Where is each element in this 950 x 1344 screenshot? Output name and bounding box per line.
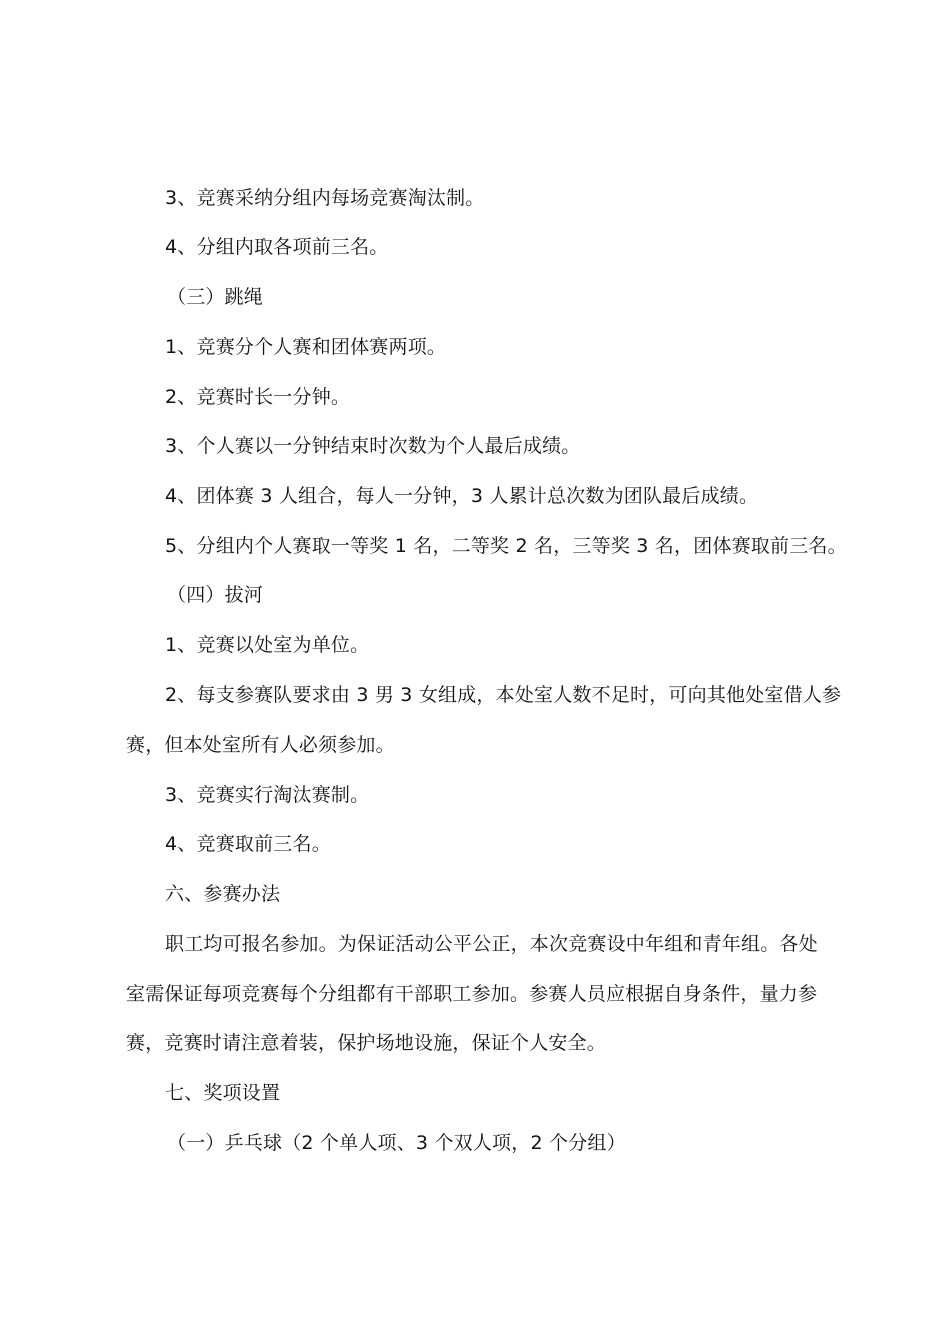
paragraph-line: 3、竞赛实行淘汰赛制。 [165,784,370,806]
section-heading: （一）乒乓球（2 个单人项、3 个双人项，2 个分组） [167,1132,626,1154]
section-heading: 六、参赛办法 [165,883,281,905]
paragraph-line: 3、个人赛以一分钟结束时次数为个人最后成绩。 [165,435,581,457]
section-heading: （三）跳绳 [167,286,264,308]
paragraph-line: 2、每支参赛队要求由 3 男 3 女组成，本处室人数不足时，可向其他处室借人参 [165,684,842,706]
paragraph-line: 5、分组内个人赛取一等奖 1 名，二等奖 2 名，三等奖 3 名，团体赛取前三名。 [165,535,847,557]
paragraph-line: 室需保证每项竞赛每个分组都有干部职工参加。参赛人员应根据自身条件，量力参 [126,983,818,1005]
paragraph-line: 赛，但本处室所有人必须参加。 [126,734,395,756]
paragraph-line: 赛，竞赛时请注意着装，保护场地设施，保证个人安全。 [126,1032,607,1054]
paragraph-line: 1、竞赛分个人赛和团体赛两项。 [165,336,447,358]
section-heading: （四）拔河 [167,584,264,606]
paragraph-line: 3、竞赛采纳分组内每场竞赛淘汰制。 [165,187,485,209]
paragraph-line: 1、竞赛以处室为单位。 [165,634,370,656]
paragraph-line: 职工均可报名参加。为保证活动公平公正，本次竞赛设中年组和青年组。各处 [165,933,818,955]
paragraph-line: 2、竞赛时长一分钟。 [165,386,351,408]
paragraph-line: 4、团体赛 3 人组合，每人一分钟，3 人累计总次数为团队最后成绩。 [165,485,759,507]
paragraph-line: 4、分组内取各项前三名。 [165,236,389,258]
paragraph-line: 4、竞赛取前三名。 [165,833,331,855]
section-heading: 七、奖项设置 [165,1082,281,1104]
